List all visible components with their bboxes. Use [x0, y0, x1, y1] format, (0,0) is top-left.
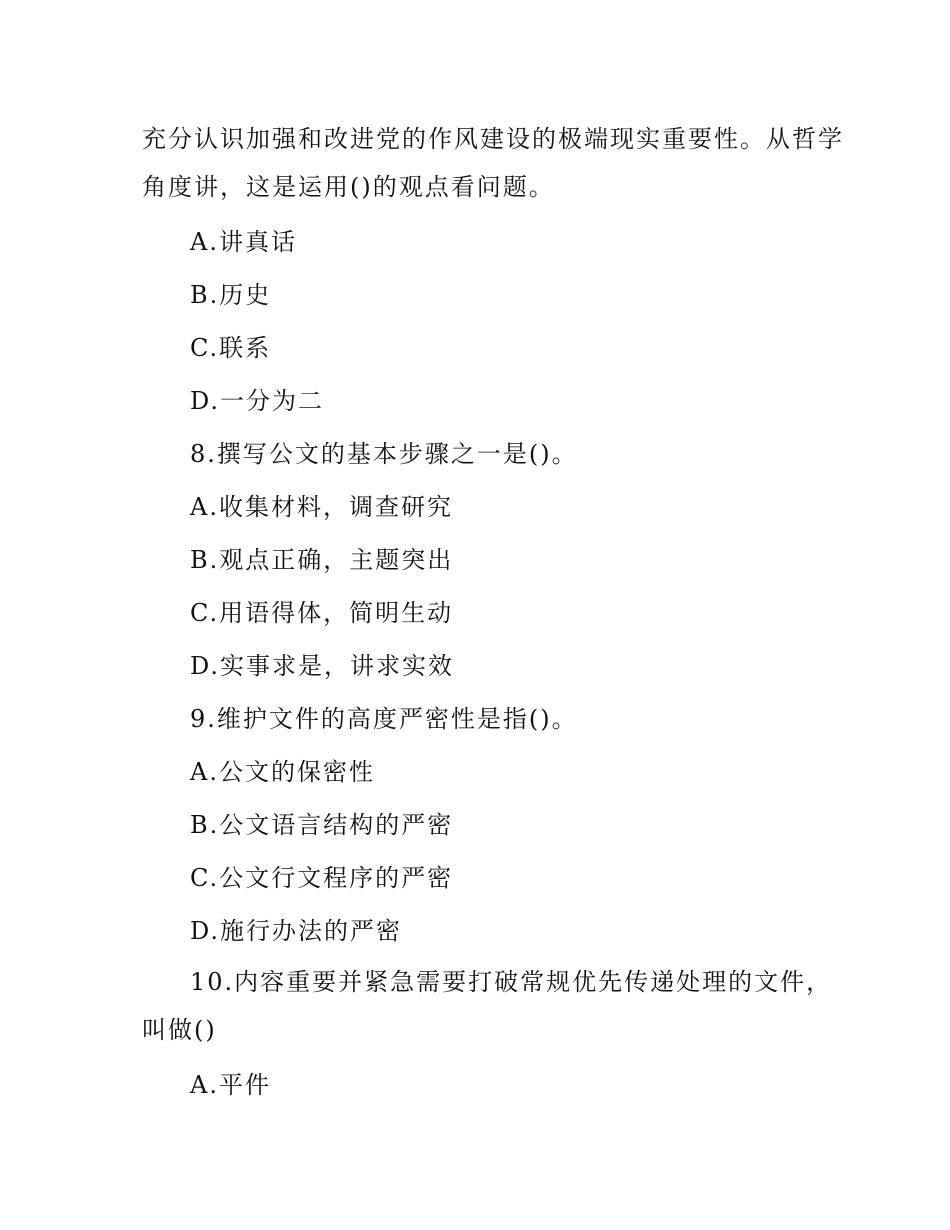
question-stem: 8.撰写公文的基本步骤之一是()。: [190, 440, 578, 468]
question-stem-line: 叫做(): [142, 1016, 217, 1044]
option-c: C.公文行文程序的严密: [190, 864, 454, 892]
question-stem-line: 10.内容重要并紧急需要打破常规优先传递处理的文件，: [190, 968, 833, 996]
question-stem-line: 角度讲，这是运用()的观点看问题。: [142, 173, 555, 201]
option-c: C.用语得体，简明生动: [190, 599, 454, 627]
question-9: [142, 693, 812, 958]
option-c: C.联系: [190, 334, 272, 362]
option-d: D.施行办法的严密: [190, 917, 403, 945]
option-a: A.讲真话: [190, 228, 297, 256]
question-stem-line: 充分认识加强和改进党的作风建设的极端现实重要性。从哲学: [142, 125, 844, 153]
option-b: B.历史: [190, 281, 272, 309]
question-8: [142, 428, 812, 693]
question-list: [142, 115, 844, 1112]
question-stem: 9.维护文件的高度严密性是指()。: [190, 705, 578, 733]
option-d: D.一分为二: [190, 387, 325, 415]
question-7: [142, 115, 844, 428]
option-a: A.公文的保密性: [190, 758, 375, 786]
question-10: [142, 958, 833, 1112]
option-a: A.平件: [190, 1071, 271, 1099]
option-b: B.公文语言结构的严密: [190, 811, 454, 839]
option-a: A.收集材料，调查研究: [190, 493, 453, 521]
option-d: D.实事求是，讲求实效: [190, 652, 455, 680]
option-b: B.观点正确，主题突出: [190, 546, 454, 574]
